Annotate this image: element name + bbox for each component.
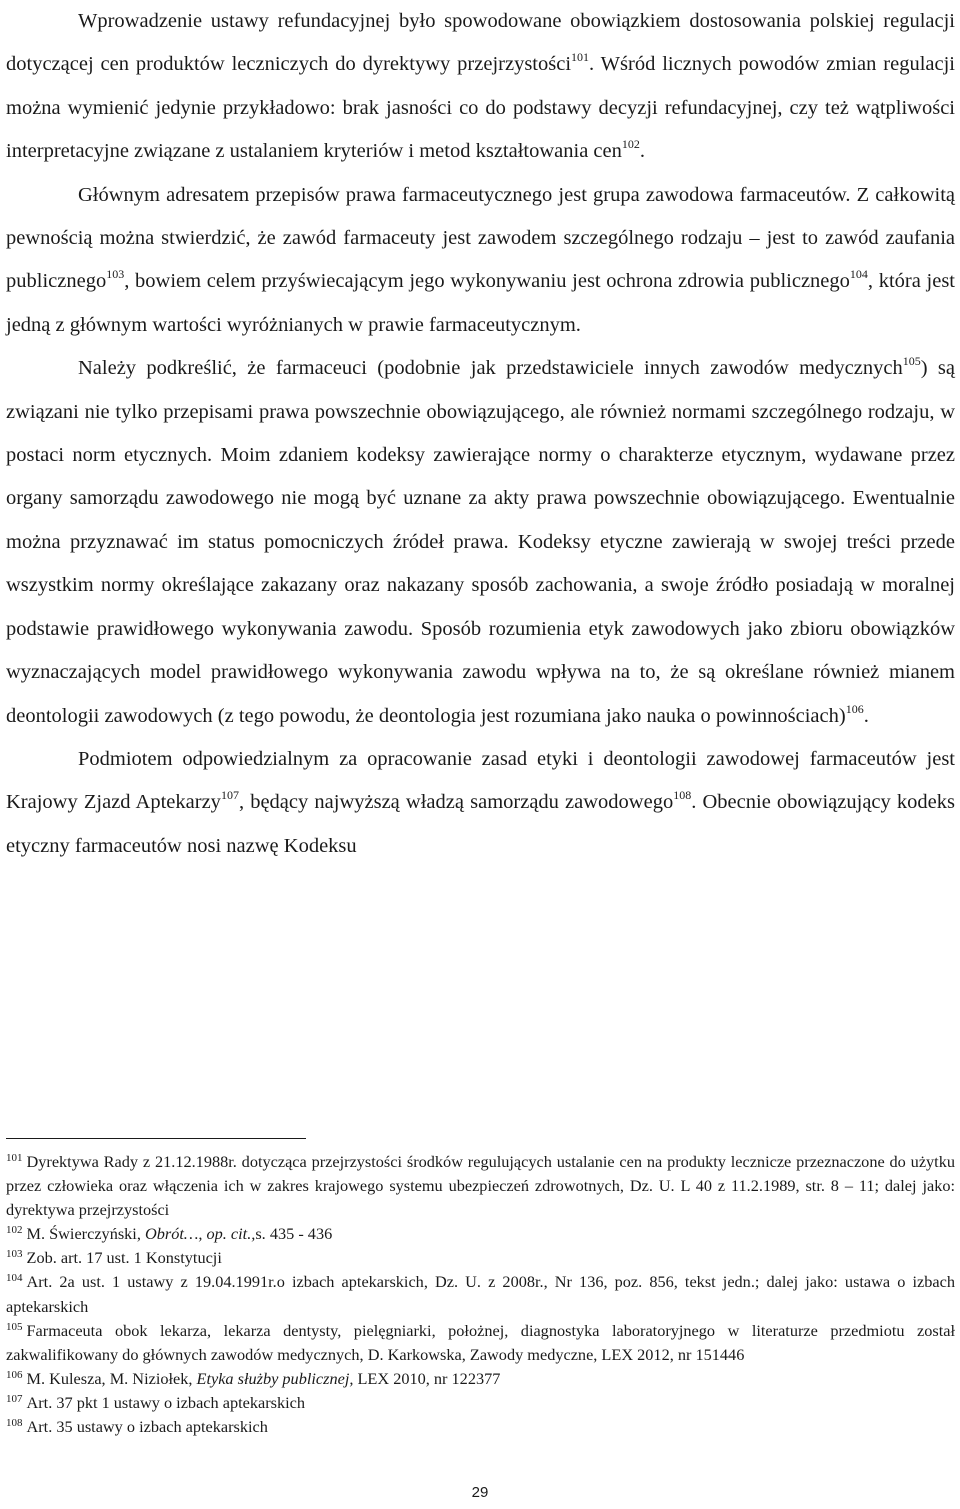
footnote-text: Art. 35 ustawy o izbach aptekarskich <box>26 1417 268 1437</box>
footnote-number: 104 <box>6 1272 23 1285</box>
footnote-text: LEX 2010, nr 122377 <box>353 1368 501 1388</box>
paragraph-text: , będący najwyższą władzą samorządu zawodowego <box>238 791 674 814</box>
footnote-101 <box>6 1150 955 1222</box>
footnote-reference[interactable]: 106 <box>845 701 864 716</box>
footnote-text: Farmaceuta obok lekarza, lekarza dentysty, pielęgniarki, położnej, diagnostyka laboratoryjnego w literaturze przedmiotu został zakwalifikowany do głównych zawodów medycznych, D. Karkowska, Zawody medyczne, LEX 2012, nr 151446 <box>6 1320 955 1364</box>
paragraph-2 <box>6 174 955 348</box>
paragraph-text: . <box>863 704 869 727</box>
footnote-reference[interactable]: 108 <box>673 788 692 803</box>
footnote-text: Zob. art. 17 ust. 1 Konstytucji <box>26 1248 222 1268</box>
footnote-105 <box>6 1319 955 1367</box>
paragraph-text: . <box>639 140 645 163</box>
footnote-text: M. Świerczyński, <box>26 1224 145 1244</box>
footnote-text: s. 435 - 436 <box>255 1224 333 1244</box>
footnote-reference[interactable]: 107 <box>220 788 239 803</box>
footnote-103 <box>6 1246 955 1270</box>
main-text <box>6 0 955 868</box>
footnote-citation-title: Etyka służby publicznej, <box>196 1368 354 1388</box>
footnote-reference[interactable]: 102 <box>621 137 640 152</box>
paragraph-text: Należy podkreślić, że farmaceuci (podobnie jak przedstawiciele innych zawodów medycznych <box>78 357 903 380</box>
footnote-number: 105 <box>6 1320 23 1333</box>
paragraph-text: , bowiem celem przyświecającym jego wykonywaniu jest ochrona zdrowia publicznego <box>124 270 850 293</box>
footnote-number: 107 <box>6 1392 23 1405</box>
footnote-number: 106 <box>6 1368 23 1381</box>
paragraph-1 <box>6 0 955 174</box>
footnote-reference[interactable]: 101 <box>571 50 590 65</box>
footnote-reference[interactable]: 103 <box>106 267 125 282</box>
footnote-text: Dyrektywa Rady z 21.12.1988r. dotycząca przejrzystości środków regulujących ustalanie cen na produkty lecznicze przeznaczone do użytku przez człowieka oraz włączenia ich w zakres krajowego systemu ubezpieczeń zdrowotnych, Dz. U. L 40 z 11.2.1989, str. 8 – 11; dalej jako: dyrektywa przejrzystości <box>6 1152 955 1220</box>
paragraph-text: . Wśród licznych powodów zmian regulacji można wymienić jedynie przykładowo: brak jasności co do podstawy decyzji refundacyjnej, czy też wątpliwości interpretacyjne związane z ustalaniem kryteriów i metod kształtowania cen <box>6 53 955 163</box>
paragraph-text: , która jest jedną z głównym wartości wyróżnianych w prawie farmaceutycznym. <box>6 270 955 336</box>
paragraph-text: Głównym adresatem przepisów prawa farmaceutycznego jest grupa zawodowa farmaceutów. Z całkowitą pewnością można stwierdzić, że zawód farmaceuty jest zawodem szczególnego rodzaju – jest to zawód zaufania publicznego <box>6 183 955 293</box>
page-number: 29 <box>471 1484 489 1501</box>
paragraph-3 <box>6 347 955 738</box>
paragraph-text: . Obecnie obowiązujący kodeks etyczny farmaceutów nosi nazwę Kodeksu <box>6 791 955 857</box>
footnote-text: M. Kulesza, M. Niziołek, <box>26 1368 197 1388</box>
footnote-106 <box>6 1367 955 1391</box>
footnote-separator <box>6 1138 306 1139</box>
footnotes <box>6 1150 955 1439</box>
footnote-text: Art. 37 pkt 1 ustawy o izbach aptekarskich <box>26 1392 306 1412</box>
paragraph-text: Wprowadzenie ustawy refundacyjnej było spowodowane obowiązkiem dostosowania polskiej regulacji dotyczącej cen produktów leczniczych do dyrektywy przejrzystości <box>6 10 955 76</box>
footnote-107 <box>6 1391 955 1415</box>
footnote-number: 108 <box>6 1417 23 1430</box>
footnote-number: 103 <box>6 1248 23 1261</box>
paragraph-4 <box>6 738 955 868</box>
paragraph-text: Podmiotem odpowiedzialnym za opracowanie zasad etyki i deontologii zawodowej farmaceutów jest Krajowy Zjazd Aptekarzy <box>6 747 955 814</box>
footnote-reference[interactable]: 105 <box>902 354 921 369</box>
footnote-text: Art. 2a ust. 1 ustawy z 19.04.1991r.o izbach aptekarskich, Dz. U. z 2008r., Nr 136, poz. 856, tekst jedn.; dalej jako: ustawa o izbach aptekarskich <box>6 1272 955 1316</box>
footnote-number: 102 <box>6 1224 23 1237</box>
footnote-102 <box>6 1222 955 1246</box>
footnote-108 <box>6 1415 955 1439</box>
paragraph-text: ) są związani nie tylko przepisami prawa powszechnie obowiązującego, ale również normami szczególnego rodzaju, w postaci norm etycznych. Moim zdaniem kodeksy zawierające normy o charakterze etycznym, wydawane przez organy samorządu zawodowego nie mogą być uznane za akty prawa powszechnie obowiązującego. Ewentualnie można przyznawać im status pomocniczych źródeł prawa. Kodeksy etyczne zawierają w swojej treści przede wszystkim normy określające zakazany oraz nakazany sposób zachowania, a swoje źródło posiadają w moralnej podstawie prawidłowego wykonywania zawodu. Sposób rozumienia etyk zawodowych jako zbioru obowiązków wyznaczających model prawidłowego wykonywania zawodu wpływa na to, że są określane również mianem deontologii zawodowych (z tego powodu, że deontologia jest rozumiana jako nauka o powinnościach) <box>6 357 955 727</box>
footnote-104 <box>6 1270 955 1318</box>
footnote-number: 101 <box>6 1152 23 1164</box>
footnote-citation-title: Obrót…, op. cit., <box>144 1224 256 1244</box>
footnote-reference[interactable]: 104 <box>849 267 868 282</box>
